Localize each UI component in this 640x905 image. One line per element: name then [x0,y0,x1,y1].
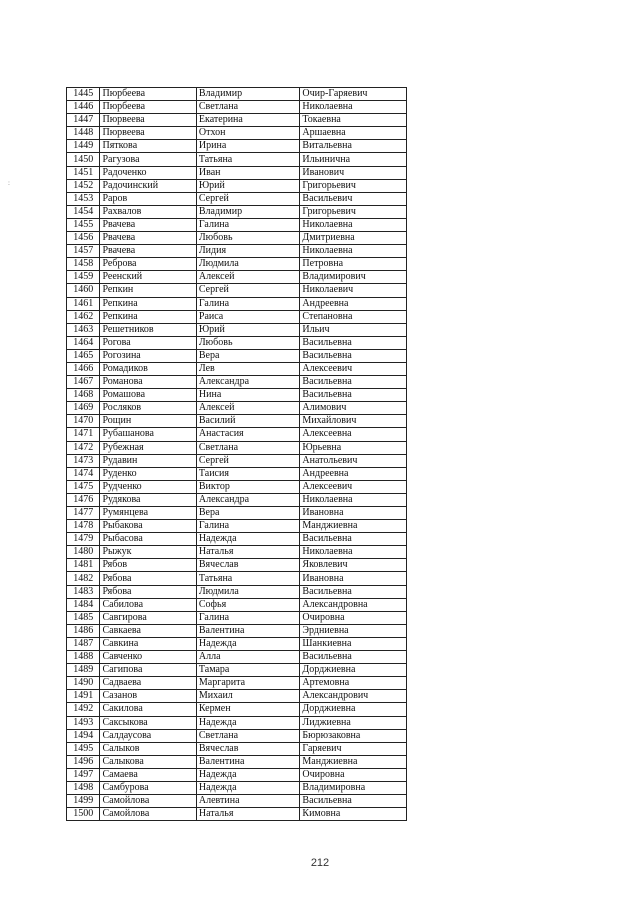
surname-cell: Радочинский [100,179,196,192]
surname-cell: Реброва [100,258,196,271]
patronymic-cell: Григорьевич [300,179,407,192]
first-name-cell: Михаил [196,690,300,703]
surname-cell: Рвачева [100,232,196,245]
row-number: 1458 [67,258,100,271]
patronymic-cell: Александровна [300,598,407,611]
row-number: 1450 [67,153,100,166]
surname-cell: Романова [100,376,196,389]
first-name-cell: Лидия [196,245,300,258]
patronymic-cell: Иванович [300,166,407,179]
first-name-cell: Татьяна [196,153,300,166]
patronymic-cell: Владимировна [300,781,407,794]
patronymic-cell: Николаевна [300,245,407,258]
first-name-cell: Вера [196,507,300,520]
surname-cell: Пюрбеева [100,88,196,101]
surname-cell: Савкаева [100,624,196,637]
row-number: 1488 [67,651,100,664]
surname-cell: Радоченко [100,166,196,179]
row-number: 1486 [67,624,100,637]
table-row [67,179,407,192]
first-name-cell: Наталья [196,546,300,559]
row-number: 1481 [67,559,100,572]
first-name-cell: Александра [196,493,300,506]
first-name-cell: Наталья [196,808,300,821]
row-number: 1473 [67,454,100,467]
first-name-cell: Таисия [196,467,300,480]
surname-cell: Рябова [100,585,196,598]
patronymic-cell: Васильевна [300,389,407,402]
row-number: 1471 [67,428,100,441]
row-number: 1492 [67,703,100,716]
first-name-cell: Надежда [196,768,300,781]
surname-cell: Пятковa [100,140,196,153]
patronymic-cell: Васильевна [300,349,407,362]
surname-cell: Самойлова [100,808,196,821]
surname-cell: Сагипова [100,664,196,677]
table-row [67,310,407,323]
patronymic-cell: Петровна [300,258,407,271]
row-number: 1478 [67,520,100,533]
first-name-cell: Отхон [196,127,300,140]
row-number: 1464 [67,336,100,349]
surname-cell: Росляков [100,402,196,415]
surname-cell: Репкин [100,284,196,297]
first-name-cell: Лев [196,362,300,375]
table-row [67,690,407,703]
table-row [67,624,407,637]
patronymic-cell: Кимовна [300,808,407,821]
row-number: 1494 [67,729,100,742]
patronymic-cell: Гаряевич [300,742,407,755]
surname-cell: Ромашова [100,389,196,402]
row-number: 1465 [67,349,100,362]
surname-cell: Репкина [100,310,196,323]
table-row [67,716,407,729]
first-name-cell: Галина [196,218,300,231]
page-number: 212 [310,857,330,869]
row-number: 1468 [67,389,100,402]
patronymic-cell: Алексеевич [300,362,407,375]
patronymic-cell: Андреевна [300,297,407,310]
surname-cell: Сазанов [100,690,196,703]
patronymic-cell: Ивановна [300,572,407,585]
patronymic-cell: Васильевна [300,376,407,389]
patronymic-cell: Александрович [300,690,407,703]
row-number: 1476 [67,493,100,506]
row-number: 1470 [67,415,100,428]
row-number: 1445 [67,88,100,101]
first-name-cell: Галина [196,520,300,533]
row-number: 1466 [67,362,100,375]
table-row [67,467,407,480]
table-row [67,637,407,650]
surname-cell: Савгирова [100,611,196,624]
patronymic-cell: Васильевна [300,795,407,808]
surname-cell: Рагузова [100,153,196,166]
row-number: 1497 [67,768,100,781]
surname-cell: Пюрбеева [100,101,196,114]
row-number: 1469 [67,402,100,415]
surname-cell: Репкина [100,297,196,310]
row-number: 1482 [67,572,100,585]
first-name-cell: Владимир [196,88,300,101]
patronymic-cell: Лиджиевна [300,716,407,729]
patronymic-cell: Владимирович [300,271,407,284]
first-name-cell: Екатерина [196,114,300,127]
table-row [67,677,407,690]
surname-cell: Сакилова [100,703,196,716]
first-name-cell: Любовь [196,232,300,245]
patronymic-cell: Манджиевна [300,755,407,768]
table-row [67,454,407,467]
patronymic-cell: Андреевна [300,467,407,480]
patronymic-cell: Васильевич [300,192,407,205]
row-number: 1449 [67,140,100,153]
table-row [67,297,407,310]
row-number: 1452 [67,179,100,192]
table-row [67,781,407,794]
patronymic-cell: Николаевна [300,546,407,559]
patronymic-cell: Николаевна [300,101,407,114]
first-name-cell: Сергей [196,454,300,467]
first-name-cell: Людмила [196,258,300,271]
table-row [67,507,407,520]
first-name-cell: Алевтина [196,795,300,808]
row-number: 1448 [67,127,100,140]
patronymic-cell: Очир-Гаряевич [300,88,407,101]
surname-cell: Румянцева [100,507,196,520]
patronymic-cell: Васильевна [300,533,407,546]
first-name-cell: Светлана [196,101,300,114]
surname-cell: Рогова [100,336,196,349]
surname-cell: Садваева [100,677,196,690]
first-name-cell: Галина [196,611,300,624]
row-number: 1472 [67,441,100,454]
row-number: 1490 [67,677,100,690]
table-row [67,755,407,768]
table-row [67,140,407,153]
table-row [67,153,407,166]
row-number: 1487 [67,637,100,650]
row-number: 1491 [67,690,100,703]
table-row [67,546,407,559]
surname-cell: Решетников [100,323,196,336]
patronymic-cell: Ильич [300,323,407,336]
patronymic-cell: Артемовна [300,677,407,690]
first-name-cell: Валентина [196,755,300,768]
table-row [67,559,407,572]
table-row [67,88,407,101]
first-name-cell: Вячеслав [196,559,300,572]
first-name-cell: Светлана [196,441,300,454]
first-name-cell: Галина [196,297,300,310]
table-row [67,664,407,677]
table-row [67,336,407,349]
patronymic-cell: Васильевна [300,585,407,598]
patronymic-cell: Токаевна [300,114,407,127]
table-row [67,218,407,231]
table-row [67,533,407,546]
row-number: 1457 [67,245,100,258]
surname-cell: Самбурова [100,781,196,794]
first-name-cell: Владимир [196,205,300,218]
row-number: 1456 [67,232,100,245]
patronymic-cell: Очировна [300,768,407,781]
row-number: 1498 [67,781,100,794]
patronymic-cell: Григорьевич [300,205,407,218]
first-name-cell: Надежда [196,716,300,729]
row-number: 1489 [67,664,100,677]
surname-cell: Рощин [100,415,196,428]
first-name-cell: Маргарита [196,677,300,690]
surname-cell: Сабилова [100,598,196,611]
table-row [67,271,407,284]
surname-cell: Саксыкова [100,716,196,729]
first-name-cell: Любовь [196,336,300,349]
surname-cell: Рвачева [100,245,196,258]
table-row [67,362,407,375]
row-number: 1453 [67,192,100,205]
first-name-cell: Юрий [196,323,300,336]
surname-cell: Раров [100,192,196,205]
patronymic-cell: Дорджиевна [300,703,407,716]
first-name-cell: Сергей [196,284,300,297]
table-row [67,651,407,664]
row-number: 1484 [67,598,100,611]
patronymic-cell: Ильинична [300,153,407,166]
row-number: 1477 [67,507,100,520]
surname-cell: Салдаусова [100,729,196,742]
table-row [67,205,407,218]
row-number: 1495 [67,742,100,755]
table-row [67,441,407,454]
row-number: 1459 [67,271,100,284]
patronymic-cell: Алексеевна [300,428,407,441]
roster-table [66,87,407,821]
patronymic-cell: Бюрюзаковна [300,729,407,742]
row-number: 1474 [67,467,100,480]
first-name-cell: Александра [196,376,300,389]
row-number: 1451 [67,166,100,179]
table-row [67,245,407,258]
table-row [67,415,407,428]
first-name-cell: Вячеслав [196,742,300,755]
patronymic-cell: Шанкиевна [300,637,407,650]
surname-cell: Рогозина [100,349,196,362]
table-row [67,572,407,585]
patronymic-cell: Васильевна [300,651,407,664]
table-row [67,493,407,506]
first-name-cell: Алексей [196,402,300,415]
row-number: 1446 [67,101,100,114]
table-row [67,232,407,245]
surname-cell: Салыкова [100,755,196,768]
first-name-cell: Иван [196,166,300,179]
patronymic-cell: Николаевна [300,218,407,231]
patronymic-cell: Дорджиевна [300,664,407,677]
table-row [67,323,407,336]
table-row [67,598,407,611]
first-name-cell: Тамара [196,664,300,677]
surname-cell: Рябов [100,559,196,572]
row-number: 1493 [67,716,100,729]
patronymic-cell: Эрдниевна [300,624,407,637]
row-number: 1479 [67,533,100,546]
row-number: 1483 [67,585,100,598]
first-name-cell: Светлана [196,729,300,742]
patronymic-cell: Алимович [300,402,407,415]
first-name-cell: Надежда [196,637,300,650]
patronymic-cell: Васильевна [300,336,407,349]
surname-cell: Рубежная [100,441,196,454]
first-name-cell: Надежда [196,781,300,794]
first-name-cell: Людмила [196,585,300,598]
patronymic-cell: Анатольевич [300,454,407,467]
patronymic-cell: Аршаевна [300,127,407,140]
surname-cell: Савкина [100,637,196,650]
surname-cell: Савченко [100,651,196,664]
patronymic-cell: Ивановна [300,507,407,520]
surname-cell: Ромадиков [100,362,196,375]
table-row [67,585,407,598]
surname-cell: Самойлова [100,795,196,808]
first-name-cell: Сергей [196,192,300,205]
patronymic-cell: Дмитриевна [300,232,407,245]
surname-cell: Рыбакова [100,520,196,533]
row-number: 1500 [67,808,100,821]
surname-cell: Рыжук [100,546,196,559]
table-row [67,808,407,821]
row-number: 1485 [67,611,100,624]
table-row [67,166,407,179]
first-name-cell: Виктор [196,480,300,493]
row-number: 1499 [67,795,100,808]
row-number: 1460 [67,284,100,297]
surname-cell: Рудякова [100,493,196,506]
patronymic-cell: Юрьевна [300,441,407,454]
first-name-cell: Софья [196,598,300,611]
surname-cell: Рудавин [100,454,196,467]
surname-cell: Рубашанова [100,428,196,441]
patronymic-cell: Яковлевич [300,559,407,572]
table-row [67,795,407,808]
table-row [67,611,407,624]
row-number: 1462 [67,310,100,323]
row-number: 1467 [67,376,100,389]
row-number: 1447 [67,114,100,127]
first-name-cell: Василий [196,415,300,428]
patronymic-cell: Степановна [300,310,407,323]
first-name-cell: Вера [196,349,300,362]
table-row [67,192,407,205]
first-name-cell: Раиса [196,310,300,323]
table-row [67,428,407,441]
patronymic-cell: Алексеевич [300,480,407,493]
table-row [67,480,407,493]
first-name-cell: Кермен [196,703,300,716]
first-name-cell: Валентина [196,624,300,637]
table-row [67,742,407,755]
first-name-cell: Татьяна [196,572,300,585]
patronymic-cell: Михайлович [300,415,407,428]
table-row [67,349,407,362]
row-number: 1455 [67,218,100,231]
surname-cell: Пюрвеева [100,127,196,140]
row-number: 1475 [67,480,100,493]
first-name-cell: Алла [196,651,300,664]
first-name-cell: Анастасия [196,428,300,441]
surname-cell: Руденко [100,467,196,480]
table-row [67,389,407,402]
patronymic-cell: Манджиевна [300,520,407,533]
first-name-cell: Ирина [196,140,300,153]
row-number: 1463 [67,323,100,336]
row-number: 1496 [67,755,100,768]
surname-cell: Реенский [100,271,196,284]
table-row [67,520,407,533]
row-number: 1454 [67,205,100,218]
patronymic-cell: Николаевна [300,493,407,506]
table-row [67,258,407,271]
patronymic-cell: Витальевна [300,140,407,153]
first-name-cell: Юрий [196,179,300,192]
row-number: 1480 [67,546,100,559]
surname-cell: Рахвалов [100,205,196,218]
margin-mark: : [8,179,10,187]
surname-cell: Рудченко [100,480,196,493]
patronymic-cell: Очировна [300,611,407,624]
first-name-cell: Нина [196,389,300,402]
surname-cell: Самаева [100,768,196,781]
table-row [67,101,407,114]
surname-cell: Рябова [100,572,196,585]
patronymic-cell: Николаевич [300,284,407,297]
table-row [67,703,407,716]
roster-table-body [67,88,407,821]
table-row [67,768,407,781]
surname-cell: Рыбасова [100,533,196,546]
table-row [67,127,407,140]
table-row [67,114,407,127]
first-name-cell: Надежда [196,533,300,546]
table-row [67,729,407,742]
table-row [67,376,407,389]
surname-cell: Салыков [100,742,196,755]
surname-cell: Пюрвеева [100,114,196,127]
first-name-cell: Алексей [196,271,300,284]
surname-cell: Рвачева [100,218,196,231]
row-number: 1461 [67,297,100,310]
table-row [67,402,407,415]
table-row [67,284,407,297]
